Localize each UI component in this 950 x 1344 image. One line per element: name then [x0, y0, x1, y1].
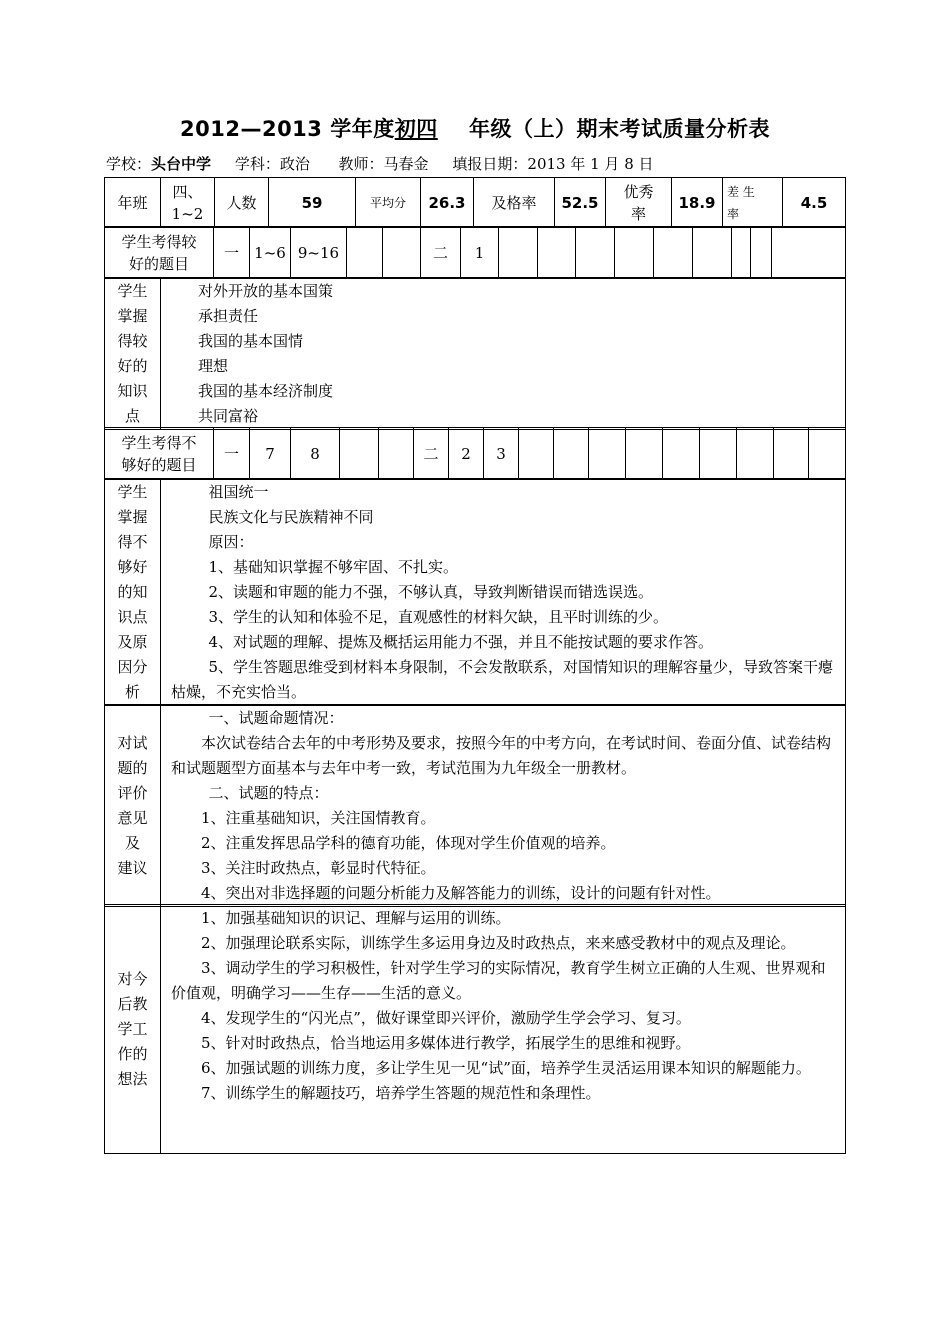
- poor-value: 4.5: [783, 178, 846, 228]
- good-q-cell: [615, 227, 654, 279]
- report-date: 2013 年 1 月 8 日: [527, 155, 654, 173]
- good-q-cell: [383, 227, 421, 279]
- good-q-cell: [538, 227, 576, 279]
- good-q-cell: [576, 227, 615, 279]
- date-label: 填报日期：: [452, 155, 528, 173]
- excellent-label: 优秀 率: [606, 178, 672, 228]
- evaluation-item: 1、注重基础知识，关注国情教育。: [201, 809, 436, 827]
- bad-q-cell: 8: [291, 428, 340, 480]
- good-q-cell: 一: [214, 227, 250, 279]
- evaluation-heading: 二、试题的特点：: [208, 784, 329, 802]
- good-points-table: [104, 277, 846, 430]
- evaluation-item: 2、注重发挥思品学科的德育功能，体现对学生价值观的培养。: [201, 834, 616, 852]
- count-label: 人数: [215, 178, 269, 228]
- bad-q-cell: [519, 428, 554, 480]
- count-value: 59: [269, 178, 356, 228]
- bad-q-cell: 2: [449, 428, 484, 480]
- bad-q-cell: 3: [484, 428, 519, 480]
- reason-item: 5、学生答题思维受到材料本身限制，不会发散联系，对国情知识的理解容量少，导致答案干瘪枯燥，不充实恰当。: [171, 658, 834, 701]
- good-q-cell: [499, 227, 538, 279]
- bad-q-cell: [774, 428, 809, 480]
- evaluation-item: 3、关注时政热点，彰显时代特征。: [201, 859, 436, 877]
- bad-q-cell: [340, 428, 379, 480]
- page-title: [0, 113, 950, 143]
- evaluation-table: [104, 704, 846, 907]
- good-point: 承担责任: [198, 307, 259, 325]
- evaluation-paragraph: 本次试卷结合去年的中考形势及要求，按照今年的中考方向，在考试时间、卷面分值、试卷结构和试题题型方面基本与去年中考一致，考试范围为九年级全一册教材。: [171, 734, 832, 777]
- future-item: 4、发现学生的“闪光点”，做好课堂即兴评价，激励学生学会学习、复习。: [201, 1009, 691, 1027]
- teacher-label: 教师：: [338, 155, 384, 173]
- evaluation-heading: 一、试题命题情况：: [208, 709, 344, 727]
- bad-points-content: [161, 479, 846, 706]
- title-prefix: 2012—2013 学年度: [180, 117, 395, 141]
- bad-q-cell: [737, 428, 774, 480]
- bad-q-cell: [809, 428, 846, 480]
- bad-points-table: [104, 478, 846, 706]
- good-q-cell: [751, 227, 772, 279]
- bad-point: 祖国统一: [208, 483, 269, 501]
- reason-item: 1、基础知识掌握不够牢固、不扎实。: [208, 558, 459, 576]
- good-point: 理想: [198, 357, 229, 375]
- pass-label: 及格率: [474, 178, 555, 228]
- bad-q-cell: [663, 428, 700, 480]
- good-q-cell: 1: [461, 227, 499, 279]
- future-item: 7、训练学生的解题技巧，培养学生答题的规范性和条理性。: [201, 1084, 601, 1102]
- good-q-cell: 二: [421, 227, 461, 279]
- bad-q-cell: 7: [250, 428, 291, 480]
- good-q-cell: [772, 227, 846, 279]
- bad-questions-table: [104, 427, 846, 480]
- good-q-cell: [693, 227, 732, 279]
- future-content: [161, 905, 846, 1154]
- evaluation-content: [161, 705, 846, 907]
- bad-q-cell: 一: [214, 428, 250, 480]
- title-suffix: 年级（上）期末考试质量分析表: [468, 117, 770, 141]
- poor-label: 差 生 率: [723, 178, 783, 228]
- bad-q-cell: [589, 428, 626, 480]
- title-grade: 初四: [394, 117, 438, 141]
- pass-value: 52.5: [555, 178, 606, 228]
- reason-heading: 原因：: [208, 533, 254, 551]
- subject-label: 学科：: [234, 155, 280, 173]
- good-points-label: 学生 掌握 得较 好的 知识 点: [105, 278, 161, 430]
- bad-q-cell: 二: [414, 428, 449, 480]
- school-label: 学校：: [106, 155, 152, 173]
- good-points-content: [161, 278, 846, 430]
- bad-q-cell: [626, 428, 663, 480]
- bad-q-cell: [700, 428, 737, 480]
- future-table: [104, 904, 846, 1154]
- future-item: 3、调动学生的学习积极性，针对学生学习的实际情况，教育学生树立正确的人生观、世界观和价值观，明确学习——生存——生活的意义。: [171, 959, 826, 1002]
- good-point: 共同富裕: [198, 407, 259, 425]
- evaluation-label: 对试 题的 评价 意见 及 建议: [105, 705, 161, 907]
- subject-name: 政治: [279, 155, 310, 173]
- future-item: 6、加强试题的训练力度，多让学生见一见“试”面，培养学生灵活运用课本知识的解题能力。: [201, 1059, 811, 1077]
- good-q-cell: [654, 227, 693, 279]
- evaluation-item: 4、突出对非选择题的问题分析能力及解答能力的训练，设计的问题有针对性。: [201, 884, 721, 902]
- stats-table: [104, 177, 846, 228]
- good-q-cell: 1~6: [250, 227, 291, 279]
- avg-label: 平均分: [356, 178, 421, 228]
- good-questions-table: [104, 226, 846, 279]
- bad-point: 民族文化与民族精神不同: [208, 508, 374, 526]
- bad-q-cell: [554, 428, 589, 480]
- good-point: 我国的基本国情: [198, 332, 304, 350]
- future-item: 2、加强理论联系实际，训练学生多运用身边及时政热点，来来感受教材中的观点及理论。: [201, 934, 796, 952]
- future-label: 对今 后教 学工 作的 想法: [105, 905, 161, 1154]
- good-point: 我国的基本经济制度: [198, 382, 334, 400]
- future-item: 1、加强基础知识的识记、理解与运用的训练。: [201, 909, 511, 927]
- good-q-cell: 9~16: [291, 227, 347, 279]
- teacher-name: 马春金: [383, 155, 429, 173]
- bad-questions-label: 学生考得不 够好的题目: [105, 428, 214, 480]
- header-info: [106, 153, 654, 174]
- reason-item: 3、学生的认知和体验不足，直观感性的材料欠缺，且平时训练的少。: [208, 608, 669, 626]
- avg-value: 26.3: [421, 178, 474, 228]
- reason-item: 4、对试题的理解、提炼及概括运用能力不强，并且不能按试题的要求作答。: [208, 633, 714, 651]
- bad-q-cell: [379, 428, 414, 480]
- good-q-cell: [732, 227, 751, 279]
- bad-points-label: 学生 掌握 得不 够好 的知 识点 及原 因分 析: [105, 479, 161, 706]
- excellent-value: 18.9: [672, 178, 723, 228]
- school-name: 头台中学: [151, 155, 212, 173]
- good-q-cell: [347, 227, 383, 279]
- good-questions-label: 学生考得较 好的题目: [105, 227, 214, 279]
- class-label: 年班: [105, 178, 161, 228]
- class-value: 四、 1~2: [161, 178, 215, 228]
- reason-item: 2、读题和审题的能力不强，不够认真，导致判断错误而错选误选。: [208, 583, 654, 601]
- good-point: 对外开放的基本国策: [198, 282, 334, 300]
- future-item: 5、针对时政热点，恰当地运用多媒体进行教学，拓展学生的思维和视野。: [201, 1034, 691, 1052]
